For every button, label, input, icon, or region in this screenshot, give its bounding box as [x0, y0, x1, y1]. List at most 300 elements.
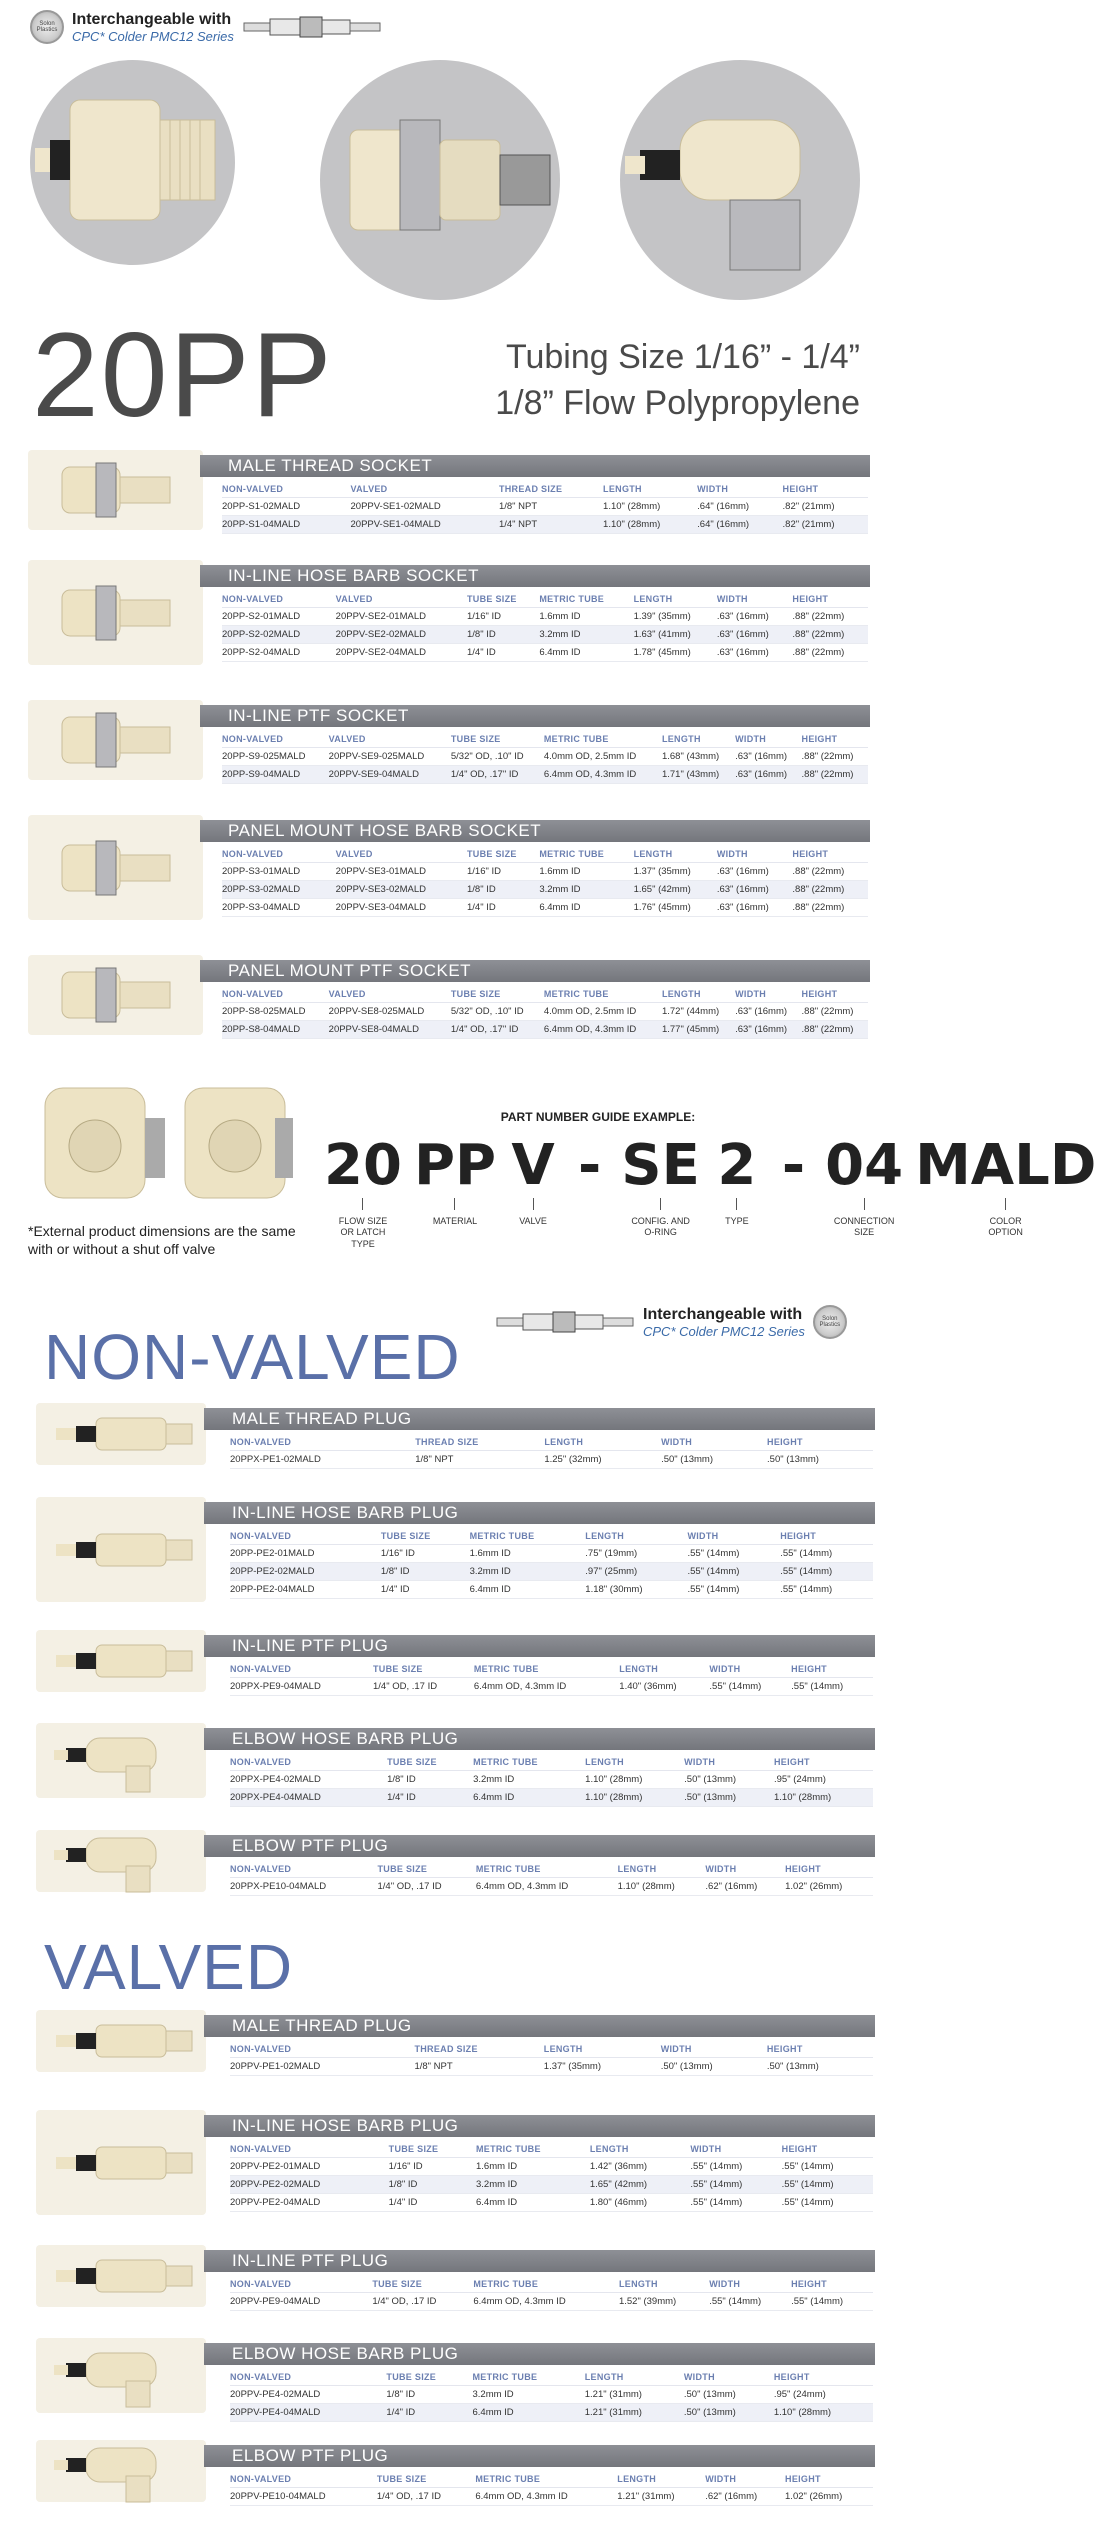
table-cell: .55" (14mm)	[690, 2158, 781, 2176]
table-header-row	[230, 2042, 873, 2058]
column-header: WIDTH	[684, 2370, 774, 2386]
table-cell: 3.2mm ID	[470, 1563, 586, 1581]
column-header: NON-VALVED	[230, 2472, 377, 2488]
pn-code: MALD	[915, 1133, 1097, 1198]
table-cell: .88" (22mm)	[792, 863, 868, 881]
column-header: LENGTH	[590, 2142, 691, 2158]
table-cell: .62" (16mm)	[705, 1878, 785, 1896]
table-row	[222, 899, 868, 917]
table-cell: .55" (14mm)	[782, 2176, 873, 2194]
table-header-row	[222, 482, 868, 498]
section-title-bar: ELBOW PTF PLUG	[204, 1835, 875, 1857]
table-cell: .50" (13mm)	[767, 2058, 873, 2076]
table-cell: 20PP-S9-04MALD	[222, 766, 329, 784]
table-cell: 20PPV-PE2-02MALD	[230, 2176, 389, 2194]
table-cell: 20PP-S2-02MALD	[222, 626, 336, 644]
table-cell: .88" (22mm)	[792, 644, 868, 662]
column-header: WIDTH	[661, 1435, 767, 1451]
plug-photo	[36, 1723, 206, 1798]
table-header-row	[222, 592, 868, 608]
spec-table	[230, 1435, 873, 1469]
table-cell: 6.4mm OD, 4.3mm ID	[473, 2293, 619, 2311]
column-header: HEIGHT	[802, 732, 868, 748]
column-header: LENGTH	[585, 2370, 684, 2386]
spec-table	[222, 987, 868, 1039]
spec-table	[230, 1529, 873, 1599]
table-cell: .55" (14mm)	[780, 1545, 873, 1563]
column-header: HEIGHT	[774, 2370, 873, 2386]
table-cell: 20PPV-SE1-04MALD	[351, 516, 499, 534]
table-cell: .63" (16mm)	[717, 626, 793, 644]
table-row	[222, 1021, 868, 1039]
column-header: WIDTH	[709, 2277, 791, 2293]
pn-connector-line	[533, 1198, 534, 1210]
table-cell: 1/16" ID	[467, 608, 539, 626]
pn-segment	[408, 1133, 502, 1227]
table-row	[230, 2158, 873, 2176]
table-row	[230, 2176, 873, 2194]
table-cell: .64" (16mm)	[697, 498, 782, 516]
column-header: HEIGHT	[802, 987, 868, 1003]
table-cell: 1/8" ID	[381, 1563, 470, 1581]
table-cell: 1/8" ID	[467, 881, 539, 899]
column-header: WIDTH	[690, 2142, 781, 2158]
table-cell: .88" (22mm)	[792, 626, 868, 644]
pn-connector-line	[736, 1198, 737, 1210]
table-cell: 1/8" ID	[389, 2176, 476, 2194]
table-cell: 1.76" (45mm)	[634, 899, 717, 917]
pn-code: PP	[413, 1133, 497, 1198]
column-header: TUBE SIZE	[372, 2277, 473, 2293]
column-header: THREAD SIZE	[499, 482, 603, 498]
table-row	[222, 644, 868, 662]
section-title-bar: IN-LINE PTF PLUG	[204, 1635, 875, 1657]
table-header-row	[230, 2277, 873, 2293]
table-cell: .63" (16mm)	[735, 748, 801, 766]
column-header: METRIC TUBE	[473, 1755, 585, 1771]
table-cell: .97" (25mm)	[585, 1563, 687, 1581]
table-cell: .55" (14mm)	[782, 2158, 873, 2176]
pn-label: TYPE	[725, 1216, 749, 1226]
column-header: WIDTH	[705, 1862, 785, 1878]
table-cell: 20PPX-PE10-04MALD	[230, 1878, 377, 1896]
plug-photo	[36, 2245, 206, 2307]
table-cell: .63" (16mm)	[717, 899, 793, 917]
spec-section	[0, 1630, 932, 1692]
table-cell: .55" (14mm)	[690, 2176, 781, 2194]
table-cell: 6.4mm ID	[470, 1581, 586, 1599]
table-cell: 6.4mm OD, 4.3mm ID	[544, 1021, 662, 1039]
column-header: TUBE SIZE	[387, 1755, 473, 1771]
table-cell: 20PP-S8-025MALD	[222, 1003, 329, 1021]
column-header: TUBE SIZE	[386, 2370, 472, 2386]
part-number-guide	[318, 1110, 1097, 1250]
table-cell: 6.4mm ID	[473, 2404, 585, 2422]
pn-connector-line	[362, 1198, 363, 1210]
table-row	[230, 2293, 873, 2311]
table-cell: .88" (22mm)	[792, 899, 868, 917]
section-title-bar: PANEL MOUNT HOSE BARB SOCKET	[200, 820, 870, 842]
table-cell: .88" (22mm)	[792, 881, 868, 899]
table-cell: 20PP-S8-04MALD	[222, 1021, 329, 1039]
table-cell: 1.10" (28mm)	[774, 1789, 873, 1807]
table-cell: 4.0mm OD, 2.5mm ID	[544, 1003, 662, 1021]
column-header: HEIGHT	[774, 1755, 873, 1771]
table-cell: .63" (16mm)	[735, 1003, 801, 1021]
column-header: METRIC TUBE	[476, 2142, 590, 2158]
table-cell: 1.68" (43mm)	[662, 748, 735, 766]
table-cell: .50" (13mm)	[661, 1451, 767, 1469]
brand-badge: Solon Plastics	[813, 1305, 847, 1339]
table-cell: .64" (16mm)	[697, 516, 782, 534]
column-header: METRIC TUBE	[474, 1662, 619, 1678]
plug-photo	[36, 2338, 206, 2413]
hero-photo-male-thread	[30, 60, 235, 265]
column-header: HEIGHT	[785, 2472, 873, 2488]
table-cell: 20PPV-SE3-02MALD	[336, 881, 467, 899]
column-header: NON-VALVED	[222, 732, 329, 748]
table-cell: 1.10" (28mm)	[603, 498, 697, 516]
table-cell: 1/4" ID	[389, 2194, 476, 2212]
table-cell: .95" (24mm)	[774, 1771, 873, 1789]
table-row	[222, 748, 868, 766]
table-header-row	[230, 1862, 873, 1878]
table-cell: 1/8" ID	[386, 2386, 472, 2404]
table-cell: .95" (24mm)	[774, 2386, 873, 2404]
column-header: METRIC TUBE	[476, 1862, 618, 1878]
table-cell: 1.6mm ID	[476, 2158, 590, 2176]
table-cell: 6.4mm ID	[539, 644, 633, 662]
column-header: THREAD SIZE	[414, 2042, 543, 2058]
pn-code: -	[781, 1133, 806, 1198]
table-cell: 20PPV-SE2-01MALD	[336, 608, 467, 626]
table-cell: 1/4" ID	[381, 1581, 470, 1599]
column-header: LENGTH	[634, 847, 717, 863]
table-cell: 20PPV-PE4-04MALD	[230, 2404, 386, 2422]
table-cell: .55" (14mm)	[791, 1678, 873, 1696]
table-cell: 1.02" (26mm)	[785, 2488, 873, 2506]
table-cell: .88" (22mm)	[802, 1021, 868, 1039]
table-cell: .63" (16mm)	[735, 766, 801, 784]
column-header: LENGTH	[544, 1435, 661, 1451]
table-row	[222, 608, 868, 626]
table-cell: 1.6mm ID	[539, 863, 633, 881]
plug-photo	[36, 1630, 206, 1692]
column-header: NON-VALVED	[230, 1755, 387, 1771]
interchangeable-line1: Interchangeable with	[72, 10, 232, 28]
table-row	[230, 1581, 873, 1599]
column-header: WIDTH	[705, 2472, 785, 2488]
table-row	[222, 766, 868, 784]
table-cell: 1.42" (36mm)	[590, 2158, 691, 2176]
tubing-line2: 1/8” Flow Polypropylene	[495, 383, 860, 422]
column-header: HEIGHT	[791, 2277, 873, 2293]
column-header: LENGTH	[617, 2472, 705, 2488]
table-cell: 1.40" (36mm)	[619, 1678, 709, 1696]
table-cell: .63" (16mm)	[717, 881, 793, 899]
spec-section	[0, 815, 932, 920]
hero-photo-elbow	[620, 60, 860, 300]
table-cell: 1.10" (28mm)	[585, 1771, 684, 1789]
coupling-illustration-icon	[495, 1309, 635, 1335]
table-cell: .63" (16mm)	[717, 863, 793, 881]
pn-segment	[819, 1133, 909, 1239]
table-cell: .55" (14mm)	[709, 2293, 791, 2311]
section-title-bar: IN-LINE HOSE BARB PLUG	[204, 1502, 875, 1524]
column-header: TUBE SIZE	[451, 987, 544, 1003]
pn-connector-line	[864, 1198, 865, 1210]
column-header: VALVED	[351, 482, 499, 498]
column-header: TUBE SIZE	[381, 1529, 470, 1545]
table-cell: .50" (13mm)	[684, 2386, 774, 2404]
table-cell: 1.37" (35mm)	[634, 863, 717, 881]
table-header-row	[230, 2370, 873, 2386]
pn-code: V	[511, 1133, 555, 1198]
pn-connector-line	[1005, 1198, 1006, 1210]
column-header: NON-VALVED	[222, 847, 336, 863]
table-row	[230, 1545, 873, 1563]
table-cell: 20PPV-SE8-04MALD	[329, 1021, 451, 1039]
table-cell: 6.4mm OD, 4.3mm ID	[476, 1878, 618, 1896]
table-header-row	[230, 1662, 873, 1678]
column-header: METRIC TUBE	[539, 847, 633, 863]
table-cell: 20PPX-PE1-02MALD	[230, 1451, 415, 1469]
table-cell: 20PP-PE2-04MALD	[230, 1581, 381, 1599]
table-cell: .50" (13mm)	[684, 2404, 774, 2422]
pn-code: -	[578, 1133, 602, 1198]
table-cell: .50" (13mm)	[684, 1771, 774, 1789]
section-title-bar: ELBOW HOSE BARB PLUG	[204, 1728, 875, 1750]
table-cell: 6.4mm OD, 4.3mm ID	[544, 766, 662, 784]
table-cell: 1.21" (31mm)	[617, 2488, 705, 2506]
table-row	[230, 2058, 873, 2076]
table-cell: 1/4" OD, .17" ID	[451, 1021, 544, 1039]
table-row	[230, 1678, 873, 1696]
table-cell: 1/4" ID	[387, 1789, 473, 1807]
table-cell: .55" (14mm)	[687, 1581, 780, 1599]
table-cell: 1/4" ID	[467, 899, 539, 917]
socket-photo	[28, 450, 203, 530]
table-cell: 20PPX-PE4-04MALD	[230, 1789, 387, 1807]
tubing-line1: Tubing Size 1/16” - 1/4”	[505, 338, 860, 376]
pn-connector-line	[660, 1198, 661, 1210]
table-cell: 1.25" (32mm)	[544, 1451, 661, 1469]
table-cell: 20PPV-PE1-02MALD	[230, 2058, 414, 2076]
table-cell: 20PPV-SE1-02MALD	[351, 498, 499, 516]
table-cell: 1.6mm ID	[470, 1545, 586, 1563]
spec-table	[230, 2472, 873, 2506]
table-row	[230, 1878, 873, 1896]
table-cell: 1/16" ID	[467, 863, 539, 881]
product-code: 20PP	[32, 308, 334, 442]
table-row	[230, 1451, 873, 1469]
table-cell: 3.2mm ID	[539, 881, 633, 899]
hero-photo-socket	[320, 60, 560, 300]
column-header: LENGTH	[662, 732, 735, 748]
interchangeable-line1: Interchangeable with	[643, 1305, 803, 1323]
column-header: METRIC TUBE	[475, 2472, 617, 2488]
section-title-bar: MALE THREAD SOCKET	[200, 455, 870, 477]
plug-photo	[36, 2010, 206, 2072]
column-header: WIDTH	[717, 847, 793, 863]
column-header: NON-VALVED	[230, 2370, 386, 2386]
pn-segment	[615, 1133, 706, 1239]
table-cell: 1/4" ID	[467, 644, 539, 662]
table-cell: 1.02" (26mm)	[785, 1878, 873, 1896]
table-cell: 20PPV-PE2-04MALD	[230, 2194, 389, 2212]
table-cell: 1.39" (35mm)	[634, 608, 717, 626]
table-cell: 1.65" (42mm)	[590, 2176, 691, 2194]
table-cell: .63" (16mm)	[735, 1021, 801, 1039]
column-header: TUBE SIZE	[389, 2142, 476, 2158]
column-header: VALVED	[329, 732, 451, 748]
table-cell: 20PPV-SE3-04MALD	[336, 899, 467, 917]
table-row	[230, 1771, 873, 1789]
table-cell: 1/4" OD, .17 ID	[377, 1878, 475, 1896]
column-header: TUBE SIZE	[377, 1862, 475, 1878]
table-cell: 1.63" (41mm)	[634, 626, 717, 644]
coupling-illustration-icon	[242, 14, 382, 40]
table-cell: 6.4mm OD, 4.3mm ID	[475, 2488, 617, 2506]
column-header: TUBE SIZE	[467, 847, 539, 863]
pn-label: CONNECTION SIZE	[833, 1216, 895, 1238]
column-header: HEIGHT	[783, 482, 868, 498]
table-cell: 6.4mm ID	[476, 2194, 590, 2212]
column-header: TUBE SIZE	[377, 2472, 475, 2488]
pn-segment	[909, 1133, 1102, 1239]
table-cell: 20PP-PE2-01MALD	[230, 1545, 381, 1563]
table-cell: .55" (14mm)	[780, 1563, 873, 1581]
table-cell: 3.2mm ID	[473, 1771, 585, 1789]
column-header: METRIC TUBE	[544, 987, 662, 1003]
table-cell: 1/4" ID	[386, 2404, 472, 2422]
pn-segment	[768, 1133, 819, 1198]
socket-photo	[28, 700, 203, 780]
table-cell: 1/8" NPT	[414, 2058, 543, 2076]
table-cell: 3.2mm ID	[476, 2176, 590, 2194]
column-header: METRIC TUBE	[539, 592, 633, 608]
table-cell: 1/16" ID	[389, 2158, 476, 2176]
table-cell: 20PPV-PE2-01MALD	[230, 2158, 389, 2176]
table-cell: 3.2mm ID	[473, 2386, 585, 2404]
pn-code: 04	[825, 1133, 904, 1198]
table-row	[230, 2404, 873, 2422]
column-header: WIDTH	[717, 592, 793, 608]
table-cell: 1/8" NPT	[499, 498, 603, 516]
column-header: HEIGHT	[792, 592, 868, 608]
table-cell: .55" (14mm)	[709, 1678, 791, 1696]
column-header: HEIGHT	[767, 2042, 873, 2058]
section-title-bar: ELBOW PTF PLUG	[204, 2445, 875, 2467]
column-header: LENGTH	[585, 1755, 684, 1771]
table-header-row	[230, 1435, 873, 1451]
spec-section	[0, 450, 932, 530]
table-cell: 1/8" ID	[387, 1771, 473, 1789]
interchangeable-banner-mid	[495, 1305, 847, 1339]
pn-segment	[502, 1133, 564, 1227]
column-header: HEIGHT	[780, 1529, 873, 1545]
column-header: LENGTH	[603, 482, 697, 498]
socket-photo	[28, 815, 203, 920]
table-cell: .82" (21mm)	[783, 516, 868, 534]
table-cell: 1.65" (42mm)	[634, 881, 717, 899]
pn-segments	[318, 1133, 1097, 1250]
column-header: VALVED	[329, 987, 451, 1003]
table-cell: 1.6mm ID	[539, 608, 633, 626]
pn-label: COLOR OPTION	[988, 1216, 1023, 1238]
table-cell: .55" (14mm)	[782, 2194, 873, 2212]
table-cell: 20PP-S3-01MALD	[222, 863, 336, 881]
column-header: WIDTH	[697, 482, 782, 498]
plug-photo	[36, 1830, 206, 1892]
plug-photo	[36, 1403, 206, 1465]
column-header: TUBE SIZE	[451, 732, 544, 748]
table-cell: 6.4mm ID	[473, 1789, 585, 1807]
table-cell: 1.52" (39mm)	[619, 2293, 709, 2311]
spec-section	[0, 1403, 932, 1465]
table-cell: 20PPV-PE4-02MALD	[230, 2386, 386, 2404]
table-cell: 20PPV-PE9-04MALD	[230, 2293, 372, 2311]
spec-table	[230, 1755, 873, 1807]
column-header: NON-VALVED	[230, 1662, 373, 1678]
table-row	[222, 498, 868, 516]
socket-photo	[28, 955, 203, 1035]
interchangeable-text	[643, 1306, 805, 1339]
pn-connector-line	[454, 1198, 455, 1210]
table-cell: 1.78" (45mm)	[634, 644, 717, 662]
table-row	[222, 863, 868, 881]
table-row	[222, 881, 868, 899]
valved-heading: VALVED	[44, 1931, 294, 2003]
column-header: WIDTH	[709, 1662, 791, 1678]
table-cell: .63" (16mm)	[717, 644, 793, 662]
table-header-row	[222, 987, 868, 1003]
section-title-bar: IN-LINE PTF SOCKET	[200, 705, 870, 727]
table-cell: 20PPV-PE10-04MALD	[230, 2488, 377, 2506]
pn-code: SE	[621, 1133, 700, 1198]
spec-section	[0, 1723, 932, 1803]
spec-table	[230, 2277, 873, 2311]
table-cell: 1/8" NPT	[415, 1451, 544, 1469]
table-cell: 1.71" (43mm)	[662, 766, 735, 784]
section-title-bar: IN-LINE HOSE BARB PLUG	[204, 2115, 875, 2137]
column-header: THREAD SIZE	[415, 1435, 544, 1451]
table-cell: 1.80" (46mm)	[590, 2194, 691, 2212]
section-title-bar: PANEL MOUNT PTF SOCKET	[200, 960, 870, 982]
spec-section	[0, 1830, 932, 1892]
table-header-row	[222, 732, 868, 748]
column-header: TUBE SIZE	[467, 592, 539, 608]
table-cell: 1.72" (44mm)	[662, 1003, 735, 1021]
column-header: LENGTH	[585, 1529, 687, 1545]
table-row	[230, 2194, 873, 2212]
table-cell: 1.21" (31mm)	[585, 2386, 684, 2404]
column-header: WIDTH	[735, 732, 801, 748]
table-cell: 1/8" ID	[467, 626, 539, 644]
table-cell: .55" (14mm)	[687, 1545, 780, 1563]
table-header-row	[230, 2472, 873, 2488]
table-cell: 20PPV-SE2-02MALD	[336, 626, 467, 644]
socket-photo	[28, 560, 203, 665]
pn-code: 2	[717, 1133, 757, 1198]
spec-section	[0, 2440, 932, 2502]
column-header: NON-VALVED	[230, 2042, 414, 2058]
interchangeable-banner-top	[30, 10, 382, 44]
table-cell: 1/16" ID	[381, 1545, 470, 1563]
column-header: WIDTH	[735, 987, 801, 1003]
column-header: LENGTH	[619, 2277, 709, 2293]
table-cell: 6.4mm ID	[539, 899, 633, 917]
